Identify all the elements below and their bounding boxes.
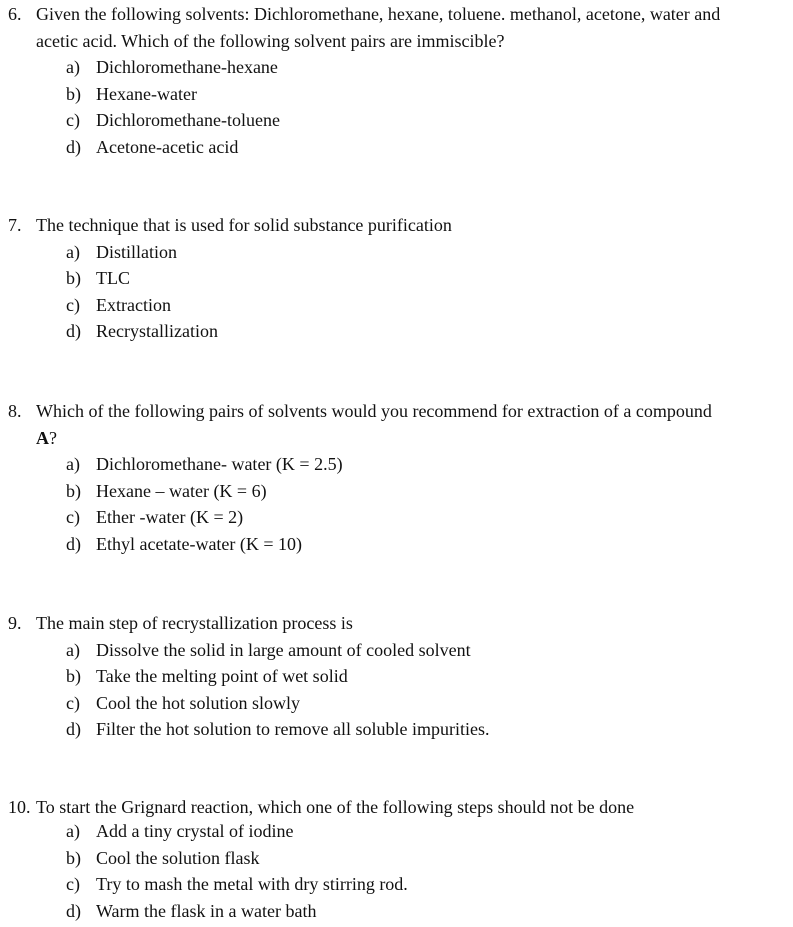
option-c [0, 292, 793, 319]
option-letter: a) [66, 57, 80, 77]
option-letter: d) [66, 321, 81, 341]
option-c [0, 690, 793, 717]
question-7 [0, 212, 793, 345]
option-text: Ethyl acetate-water (K = 10) [96, 533, 303, 554]
option-text: Add a tiny crystal of iodine [96, 821, 294, 841]
option-a [0, 239, 793, 266]
option-b [0, 265, 793, 292]
option-letter: d) [66, 533, 81, 554]
option-letter: d) [66, 136, 81, 157]
option-letter: c) [66, 874, 80, 894]
question-text: acetic acid. Which of the following solvent pairs are immiscible? [36, 30, 505, 51]
question-text: The technique that is used for solid substance purification [36, 215, 452, 235]
option-text: Filter the hot solution to remove all soluble impurities. [96, 719, 490, 739]
option-letter: a) [66, 241, 80, 262]
option-letter: a) [66, 639, 80, 660]
option-letter: d) [66, 900, 81, 921]
option-text: Distillation [96, 241, 177, 262]
compound-label: A [36, 427, 49, 448]
option-letter: c) [66, 294, 80, 315]
question-text: The main step of recrystallization process is [36, 613, 353, 633]
option-letter: b) [66, 83, 81, 104]
option-a [0, 819, 793, 846]
option-text: Try to mash the metal with dry stirring rod. [96, 874, 408, 894]
option-text: Hexane-water [96, 83, 197, 104]
question-number: 9. [8, 613, 22, 633]
option-letter: c) [66, 110, 80, 130]
question-text: To start the Grignard reaction, which one of the following steps should not be done [36, 797, 635, 817]
question-6 [0, 1, 793, 160]
question-text-continued [36, 425, 57, 452]
option-text: Recrystallization [96, 321, 218, 341]
question-text: Given the following solvents: Dichloromethane, hexane, toluene. methanol, acetone, water and [36, 4, 721, 24]
option-a [0, 54, 793, 81]
option-letter: a) [66, 454, 80, 474]
option-letter: c) [66, 692, 80, 713]
option-text: Ether -water (K = 2) [96, 507, 244, 527]
question-10 [0, 795, 793, 925]
option-a [0, 637, 793, 664]
option-text: Acetone-acetic acid [96, 136, 239, 157]
option-d [0, 531, 793, 558]
option-c [0, 872, 793, 899]
option-d [0, 716, 793, 743]
question-9 [0, 610, 793, 743]
option-text: Hexane – water (K = 6) [96, 480, 267, 501]
question-mark: ? [49, 427, 57, 448]
option-letter: b) [66, 268, 81, 288]
option-b [0, 663, 793, 690]
question-number: 7. [8, 215, 22, 235]
option-text: Extraction [96, 294, 171, 315]
option-b [0, 846, 793, 873]
option-text: Cool the hot solution slowly [96, 692, 301, 713]
option-d [0, 318, 793, 345]
option-text: Cool the solution flask [96, 847, 260, 868]
question-text: Which of the following pairs of solvents would you recommend for extraction of a compound [36, 401, 712, 421]
question-8 [0, 398, 793, 557]
option-b [0, 478, 793, 505]
option-text: Dichloromethane- water (K = 2.5) [96, 454, 343, 474]
option-letter: b) [66, 480, 81, 501]
option-letter: d) [66, 719, 81, 739]
option-text: Dissolve the solid in large amount of cooled solvent [96, 639, 471, 660]
question-number: 8. [8, 401, 22, 421]
option-d [0, 899, 793, 926]
option-c [0, 107, 793, 134]
option-text: Dichloromethane-toluene [96, 110, 280, 130]
option-letter: c) [66, 507, 80, 527]
option-d [0, 134, 793, 161]
option-letter: b) [66, 666, 81, 686]
option-b [0, 81, 793, 108]
question-number: 6. [8, 4, 22, 24]
option-text: Warm the flask in a water bath [96, 900, 317, 921]
option-text: TLC [96, 268, 130, 288]
option-c [0, 504, 793, 531]
question-number: 10. [8, 797, 31, 817]
option-text: Dichloromethane-hexane [96, 57, 278, 77]
option-a [0, 451, 793, 478]
option-text: Take the melting point of wet solid [96, 666, 348, 686]
option-letter: b) [66, 847, 81, 868]
option-letter: a) [66, 821, 80, 841]
